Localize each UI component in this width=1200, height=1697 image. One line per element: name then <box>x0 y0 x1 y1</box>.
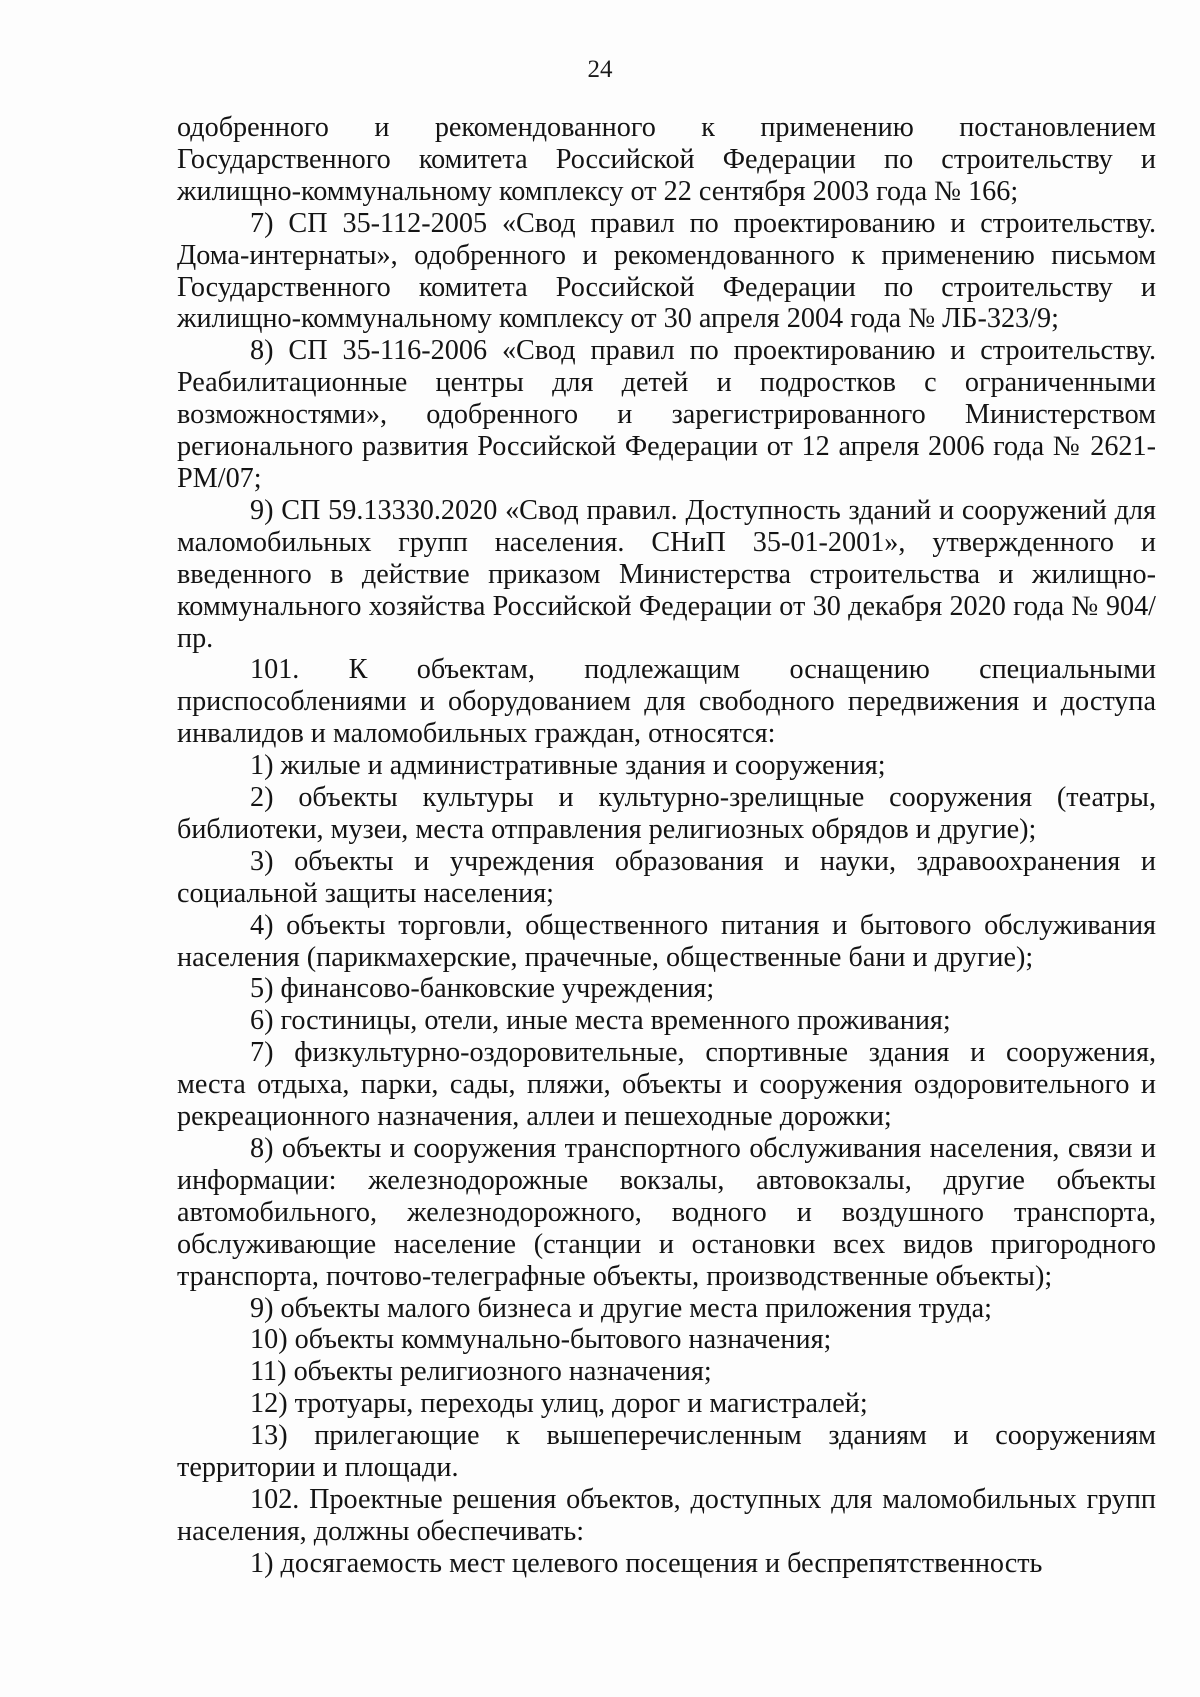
paragraph-list-item: 9) СП 59.13330.2020 «Свод правил. Доступность зданий и сооружений для маломобильных групп населения. СНиП 35-01-2001», утвержденного и введенного в действие приказом Министерства строительства и жилищно-коммунального хозяйства Российской Федерации от 30 декабря 2020 года № 904/пр. <box>177 494 1156 654</box>
paragraph-list-item: 13) прилегающие к вышеперечисленным зданиям и сооружениям территории и площади. <box>177 1420 1156 1484</box>
paragraph-list-item: 9) объекты малого бизнеса и другие места приложения труда; <box>250 1292 992 1324</box>
paragraph-list-item: 11) объекты религиозного назначения; <box>250 1356 712 1388</box>
paragraph: одобренного и рекомендованного к применению постановлением Государственного комитета Российской Федерации по строительству и жилищно-коммунальному комплексу от 22 сентября 2003 года № 166; <box>177 112 1156 207</box>
document-body <box>177 112 1156 1580</box>
paragraph-list-item: 7) физкультурно-оздоровительные, спортивные здания и сооружения, места отдыха, парки, сады, пляжи, объекты и сооружения оздоровительного и рекреационного назначения, аллеи и пешеходные дорожки; <box>177 1037 1156 1133</box>
paragraph-list-item: 1) жилые и административные здания и сооружения; <box>250 750 886 782</box>
paragraph-clause-101: 101. К объектам, подлежащим оснащению специальными приспособлениями и оборудованием для свободного передвижения и доступа инвалидов и маломобильных граждан, относятся: <box>177 654 1156 750</box>
paragraph-list-item: 2) объекты культуры и культурно-зрелищные сооружения (театры, библиотеки, музеи, места отправления религиозных обрядов и другие); <box>177 782 1156 845</box>
paragraph-list-item: 7) СП 35-112-2005 «Свод правил по проектированию и строительству. Дома-интернаты», одобренного и рекомендованного к применению письмом Государственного комитета Российской Федерации по строительству и жилищно-коммунальному комплексу от 30 апреля 2004 года № ЛБ-323/9; <box>177 207 1156 335</box>
paragraph-list-item: 10) объекты коммунально-бытового назначения; <box>250 1324 832 1356</box>
paragraph-list-item: 1) досягаемость мест целевого посещения и беспрепятственность <box>250 1547 1043 1579</box>
paragraph-list-item: 8) объекты и сооружения транспортного обслуживания населения, связи и информации: железнодорожные вокзалы, автовокзалы, другие объекты автомобильного, железнодорожного, водного и воздушного транспорта, обслуживающие население (станции и остановки всех видов пригородного транспорта, почтово-телеграфные объекты, производственные объекты); <box>177 1133 1156 1292</box>
paragraph-clause-102: 102. Проектные решения объектов, доступных для маломобильных групп населения, должны обеспечивать: <box>177 1483 1156 1547</box>
paragraph-list-item: 3) объекты и учреждения образования и науки, здравоохранения и социальной защиты населения; <box>177 845 1156 909</box>
paragraph-list-item: 6) гостиницы, отели, иные места временного проживания; <box>250 1005 951 1037</box>
paragraph-list-item: 4) объекты торговли, общественного питания и бытового обслуживания населения (парикмахерские, прачечные, общественные бани и другие); <box>177 909 1156 973</box>
page-number: 24 <box>587 56 613 83</box>
paragraph-list-item: 5) финансово-банковские учреждения; <box>250 973 715 1005</box>
paragraph-list-item: 12) тротуары, переходы улиц, дорог и магистралей; <box>250 1388 868 1420</box>
paragraph-list-item: 8) СП 35-116-2006 «Свод правил по проектированию и строительству. Реабилитационные центры для детей и подростков с ограниченными возможностями», одобренного и зарегистрированного Министерством регионального развития Российской Федерации от 12 апреля 2006 года № 2621-РМ/07; <box>177 335 1156 494</box>
